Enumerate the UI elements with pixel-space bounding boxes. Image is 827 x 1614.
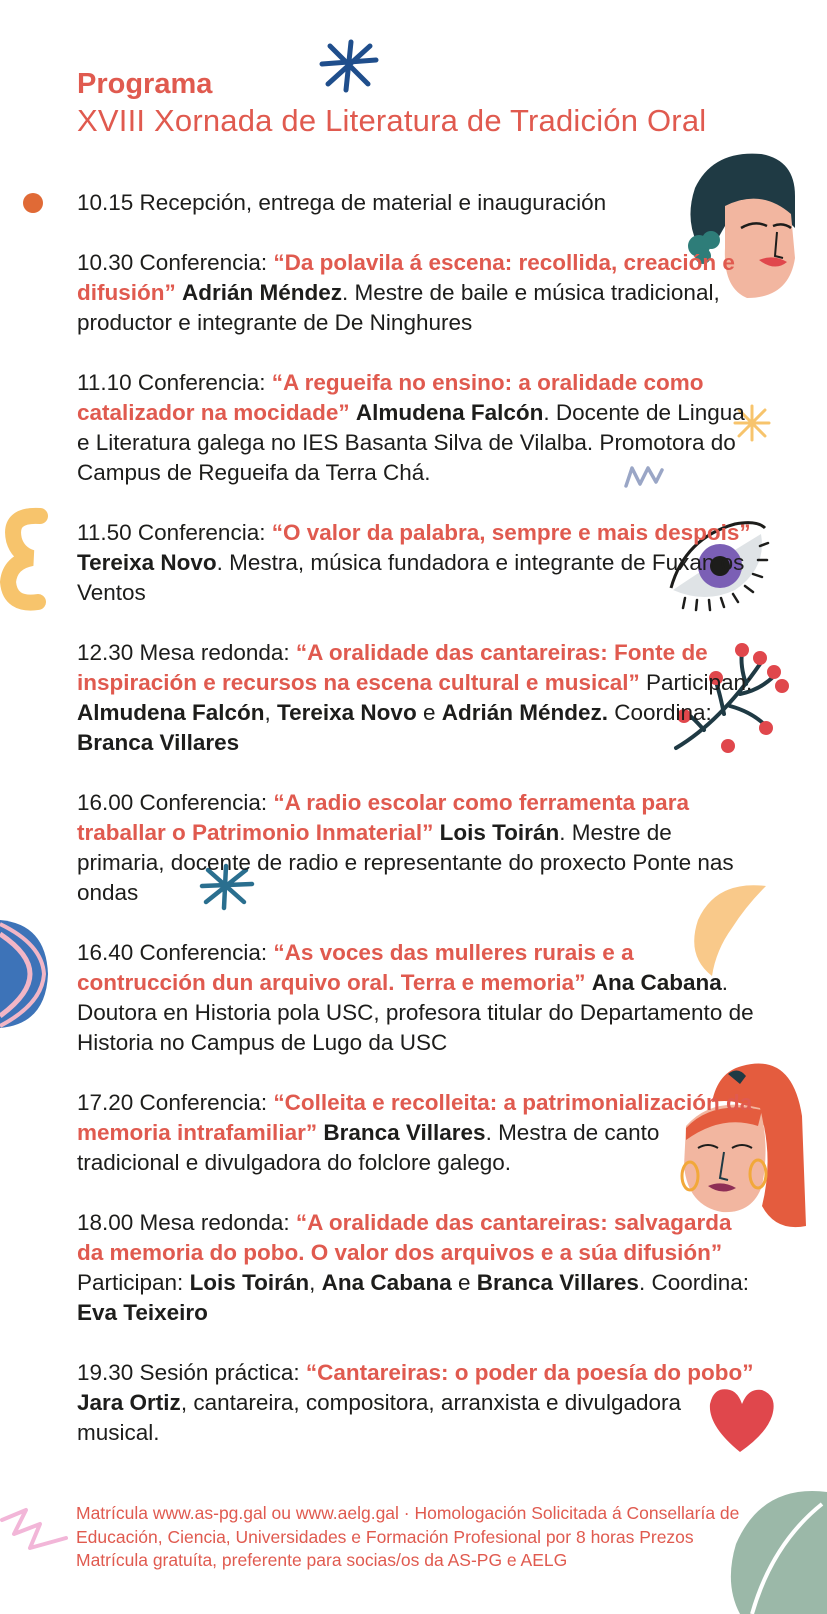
speaker-name: Branca Villares: [77, 730, 240, 755]
program-item: [77, 938, 757, 1058]
item-text: e: [416, 700, 442, 725]
footer-info: Matrícula www.as-pg.gal ou www.aelg.gal · Homologación Solicitada á Consellaría de Educación, Ciencia, Universidades e Formación Profesional por 8 horas Prezos Matrícula gratuíta, preferente para socias/os da AS-PG e AELG: [76, 1503, 740, 1570]
item-text: , cantareira, compositora, arranxista e divulgadora musical.: [77, 1390, 682, 1445]
talk-title: “Colleita e recolleita: a patrimonialización da memoria intrafamiliar”: [77, 1090, 753, 1145]
speaker-name: Lois Toirán: [189, 1270, 310, 1295]
item-text: Participan:: [77, 1270, 190, 1295]
item-text: 16.00 Conferencia:: [77, 790, 274, 815]
item-text: 19.30 Sesión práctica:: [77, 1360, 306, 1385]
program-item: [77, 1358, 757, 1448]
speaker-name: Tereixa Novo: [277, 700, 417, 725]
program-item: [77, 638, 757, 758]
item-text: . Mestre de primaria, docente de radio e representante do proxecto Ponte nas ondas: [77, 820, 734, 905]
speaker-name: Eva Teixeiro: [77, 1300, 208, 1325]
striped-ball-icon: [0, 914, 52, 1034]
program-item: [77, 1088, 757, 1178]
talk-title: “As voces das mulleres rurais e a contrucción dun arquivo oral. Terra e memoria”: [77, 940, 634, 995]
yellow-swirl-icon: [0, 506, 50, 612]
item-text: 17.20 Conferencia:: [77, 1090, 274, 1115]
speaker-name: Tereixa Novo: [77, 550, 217, 575]
talk-title: “O valor da palabra, sempre e mais despois”: [271, 520, 751, 545]
program-item: [77, 368, 757, 488]
item-text: . Mestra, música fundadora e integrante de Fuxan os Ventos: [77, 550, 745, 605]
program-item: [77, 188, 757, 218]
item-text: . Docente de Lingua e Literatura galega no IES Basanta Silva de Vilalba. Promotora do Campus de Regueifa da Terra Chá.: [77, 400, 745, 485]
speaker-name: Almudena Falcón: [77, 700, 265, 725]
item-text: 18.00 Mesa redonda:: [77, 1210, 296, 1235]
item-text: 12.30 Mesa redonda:: [77, 640, 296, 665]
orange-dot-icon: [22, 192, 44, 214]
talk-title: “Cantareiras: o poder da poesía do pobo”: [305, 1360, 754, 1385]
item-text: Participan:: [639, 670, 753, 695]
item-text: 10.30 Conferencia:: [77, 250, 274, 275]
item-text: 16.40 Conferencia:: [77, 940, 274, 965]
item-text: ,: [309, 1270, 322, 1295]
speaker-name: Branca Villares: [323, 1120, 486, 1145]
talk-title: “A oralidade das cantareiras: salvagarda da memoria do pobo. O valor dos arquivos e a súa difusión”: [77, 1210, 732, 1265]
program-item: [77, 788, 757, 908]
speaker-name: Branca Villares: [476, 1270, 639, 1295]
talk-title: “A radio escolar como ferramenta para traballar o Patrimonio Inmaterial”: [77, 790, 689, 845]
item-text: . Mestra de canto tradicional e divulgadora do folclore galego.: [77, 1120, 660, 1175]
talk-title: “A regueifa no ensino: a oralidade como catalizador na mocidade”: [77, 370, 704, 425]
item-text: ,: [264, 700, 278, 725]
item-text: 11.10 Conferencia:: [77, 370, 272, 395]
item-text: . Doutora en Historia pola USC, profesora titular do Departamento de Historia no Campus de Lugo da USC: [77, 970, 754, 1055]
program-item: [77, 248, 757, 338]
pink-zigzag-icon: [0, 1500, 72, 1556]
speaker-name: Adrián Méndez.: [441, 700, 608, 725]
program-item: [77, 1208, 757, 1328]
speaker-name: Ana Cabana: [321, 1270, 452, 1295]
speaker-name: Jara Ortiz: [77, 1390, 181, 1415]
header: [77, 66, 706, 140]
talk-title: “Da polavila á escena: recollida, creación e difusión”: [77, 250, 735, 305]
item-text: Coordina:: [608, 700, 712, 725]
page-title: Programa: [77, 68, 213, 100]
item-text: 10.15 Recepción, entrega de material e inauguración: [77, 190, 607, 215]
item-text: e: [451, 1270, 477, 1295]
item-text: 11.50 Conferencia:: [77, 520, 272, 545]
item-text: . Mestre de baile e música tradicional, productor e integrante de De Ninghures: [77, 280, 720, 335]
speaker-name: Adrián Méndez: [182, 280, 343, 305]
speaker-name: Lois Toirán: [439, 820, 560, 845]
item-text: . Coordina:: [638, 1270, 750, 1295]
program-item: [77, 518, 757, 608]
page-subtitle: XVIII Xornada de Literatura de Tradición Oral: [77, 103, 707, 138]
speaker-name: Ana Cabana: [591, 970, 722, 995]
program-list: [77, 188, 757, 1478]
talk-title: “A oralidade das cantareiras: Fonte de inspiración e recursos na escena cultural e musical”: [77, 640, 708, 695]
speaker-name: Almudena Falcón: [355, 400, 544, 425]
